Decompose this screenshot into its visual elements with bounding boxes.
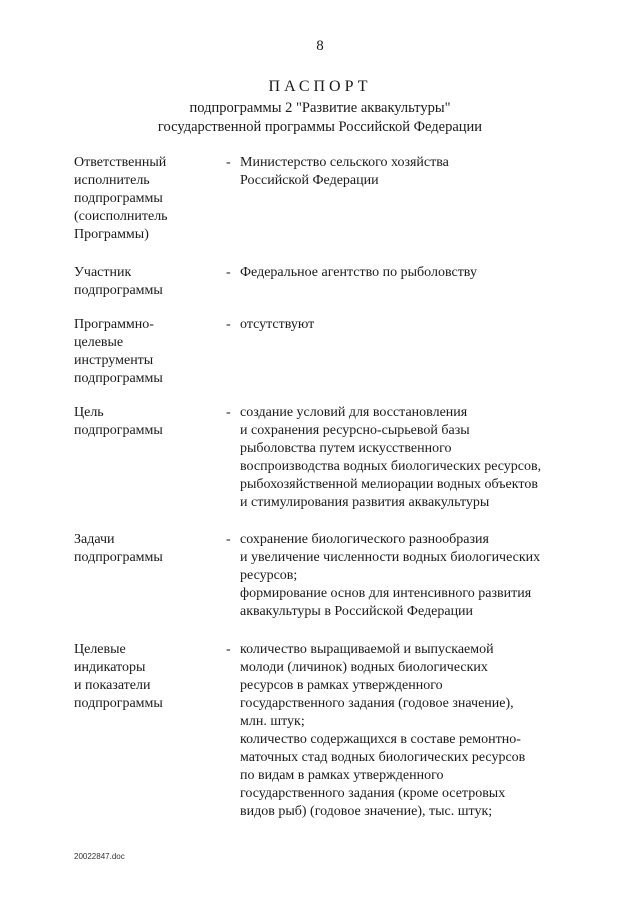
row-value: Федеральное агентство по рыболовству <box>240 265 477 280</box>
row-value: Министерство сельского хозяйства Российской Федерации <box>240 155 449 188</box>
row-dash: - <box>226 265 231 280</box>
document-title: ПАСПОРТ <box>268 78 372 95</box>
row-label: Участник подпрограммы <box>74 265 163 298</box>
passport-table <box>74 154 574 821</box>
row-tasks <box>74 531 574 621</box>
row-value: создание условий для восстановления и сохранения ресурсно-сырьевой базы рыболовства путем искусственного воспроизводства водных биологических ресурсов, рыбохозяйственной мелиорации водных объектов и стимулирования развития аквакультуры <box>240 405 542 510</box>
row-dash: - <box>226 155 231 170</box>
row-participant <box>74 264 574 300</box>
row-value: сохранение биологического разнообразия и увеличение численности водных биологических ресурсов; формирование основ для интенсивного развития аквакультуры в Российской Федерации <box>240 532 541 619</box>
row-goal <box>74 404 574 512</box>
row-dash: - <box>226 317 231 332</box>
row-value: количество выращиваемой и выпускаемой молоди (личинок) водных биологических ресурсов в рамках утвержденного государственного задания (годовое значение), млн. штук; количество содержащихся в составе ремонтно- маточных стад водных биологических ресурсов по видам в рамках утвержденного государственного задания (кроме осетровых видов рыб) (годовое значение), тыс. штук; <box>240 642 526 819</box>
row-target-indicators <box>74 641 574 821</box>
row-program-instruments <box>74 316 574 388</box>
row-label: Задачи подпрограммы <box>74 532 163 565</box>
row-dash: - <box>226 405 231 420</box>
row-label: Целевые индикаторы и показатели подпрограммы <box>74 642 163 711</box>
row-responsible-executor <box>74 154 574 244</box>
footer-filename: 20022847.doc <box>74 852 125 861</box>
subtitle-line-1: подпрограммы 2 "Развитие аквакультуры" <box>189 100 451 116</box>
row-label: Программно- целевые инструменты подпрограммы <box>74 317 163 386</box>
row-label: Цель подпрограммы <box>74 405 163 438</box>
row-dash: - <box>226 642 231 657</box>
subtitle-line-2: государственной программы Российской Федерации <box>157 119 483 135</box>
row-label: Ответственный исполнитель подпрограммы (соисполнитель Программы) <box>74 155 168 242</box>
row-dash: - <box>226 532 231 547</box>
row-value: отсутствуют <box>240 317 315 332</box>
page-number: 8 <box>316 38 324 54</box>
